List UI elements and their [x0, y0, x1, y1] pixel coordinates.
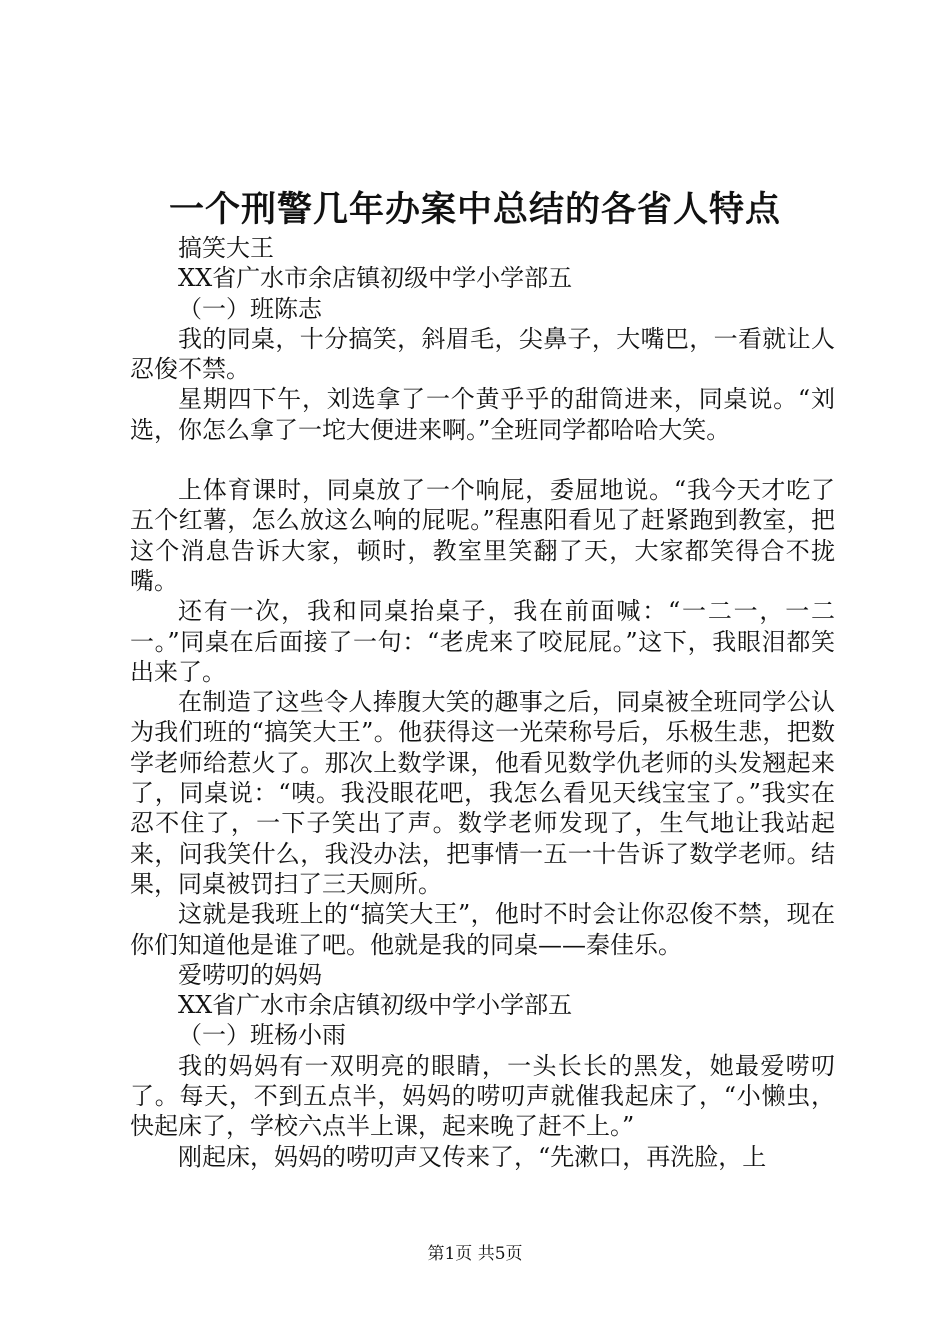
paragraph: 刚起床，妈妈的唠叨声又传来了，“先漱口，再洗脸，上 [178, 1142, 767, 1171]
author-class-1: （一）班陈志 [178, 294, 322, 323]
essay-title-2: 爱唠叨的妈妈 [178, 960, 322, 989]
page-footer: 第1页 共5页 [427, 1244, 523, 1264]
document-body [130, 233, 835, 1172]
author-class-2: （一）班杨小雨 [178, 1021, 346, 1050]
paragraph: 在制造了这些令人捧腹大笑的趣事之后，同桌被全班同学公认为我们班的“搞笑大王”。他获得这一光荣称号后，乐极生悲，把数学老师给惹火了。那次上数学课，他看见数学仇老师的头发翘起来了，同桌说：“咦。我没眼花吧，我怎么看见天线宝宝了。”我实在忍不住了，一下子笑出了声。数学老师发现了，生气地让我站起来，问我笑什么，我没办法，把事情一五一十告诉了数学老师。结果，同桌被罚扫了三天厕所。 [130, 688, 835, 898]
author-school-2: XX省广水市余店镇初级中学小学部五 [178, 991, 573, 1020]
paragraph: 上体育课时，同桌放了一个响屁，委屈地说。“我今天才吃了五个红薯，怎么放这么响的屁呢。”程惠阳看见了赶紧跑到教室，把这个消息告诉大家，顿时，教室里笑翻了天，大家都笑得合不拢嘴。 [130, 476, 835, 595]
document-title: 一个刑警几年办案中总结的各省人特点 [168, 189, 781, 230]
paragraph: 我的同桌，十分搞笑，斜眉毛，尖鼻子，大嘴巴，一看就让人忍俊不禁。 [130, 324, 835, 384]
author-school-1: XX省广水市余店镇初级中学小学部五 [178, 264, 573, 293]
paragraph: 还有一次，我和同桌抬桌子，我在前面喊：“一二一，一二一。”同桌在后面接了一句：“老虎来了咬屁屁。”这下，我眼泪都笑出来了。 [130, 597, 835, 686]
paragraph: 这就是我班上的“搞笑大王”，他时不时会让你忍俊不禁，现在你们知道他是谁了吧。他就是我的同桌——秦佳乐。 [130, 900, 835, 959]
paragraph: 星期四下午，刘选拿了一个黄乎乎的甜筒进来，同桌说。“刘选，你怎么拿了一坨大便进来啊。”全班同学都哈哈大笑。 [130, 385, 835, 444]
essay-title-1: 搞笑大王 [178, 234, 274, 262]
paragraph: 我的妈妈有一双明亮的眼睛，一头长长的黑发，她最爱唠叨了。每天，不到五点半，妈妈的唠叨声就催我起床了，“小懒虫，快起床了，学校六点半上课，起来晚了赶不上。” [130, 1051, 835, 1141]
